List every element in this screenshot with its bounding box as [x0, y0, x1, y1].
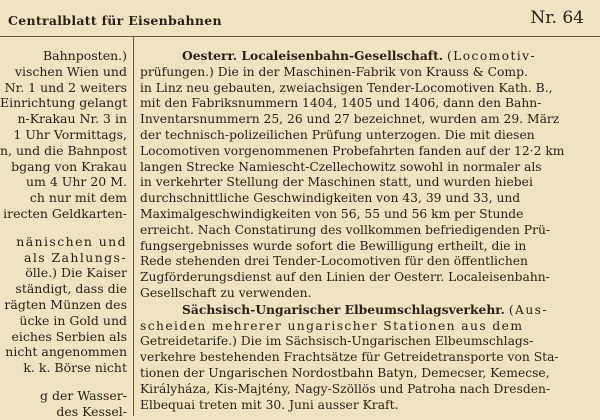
article-line: fungsergebnisses wurde sofort die Bewilligung ertheilt, die in	[140, 238, 527, 253]
left-line: k. k. Börse nicht	[23, 360, 127, 376]
article-first-line	[140, 48, 596, 65]
article-line: Getreidetarife.) Die im Sächsisch-Ungarischen Elbeumschlags-	[140, 334, 534, 349]
article-line: Zugförderungsdienst auf den Linien der Oesterr. Localeisenbahn-	[140, 270, 550, 285]
article-line: langen Strecke Namiescht-Czellechowitz sowohl in normaler als	[140, 159, 542, 174]
left-line: ständigt, dass die	[15, 281, 127, 297]
article-first-line	[140, 302, 596, 319]
article-elbe-transfer	[140, 302, 596, 414]
left-line: nänischen und	[16, 233, 127, 249]
left-line: bgang von Krakau	[11, 158, 127, 174]
article-line: durchschnittliche Geschwindigkeiten von 43, 39 und 33, und	[140, 191, 521, 206]
article-line: Locomotiven vorgenommenen Probefahrten fanden auf der 12·2 km	[140, 143, 565, 158]
left-line: vischen Wien und	[14, 63, 127, 79]
left-line: n, und die Bahnpost	[0, 142, 128, 158]
left-line: nicht angenommen	[5, 344, 127, 360]
article-line: scheiden mehrerer ungarischer Stationen aus dem	[140, 318, 524, 333]
left-line: Bahnposten.)	[42, 48, 127, 63]
article-line: Gesellschaft zu verwenden.	[140, 285, 312, 300]
left-line: Einrichtung gelangt	[0, 95, 128, 111]
left-line: um 4 Uhr 20 M.	[26, 174, 127, 190]
page-header	[0, 0, 600, 37]
left-line: ücke in Gold und	[19, 312, 127, 328]
article-line: mit den Fabriksnummern 1404, 1405 und 1406, dann den Bahn-	[140, 96, 542, 111]
left-column	[0, 48, 130, 420]
left-line: rägten Münzen des	[4, 296, 127, 312]
left-line: des Kessel-	[56, 403, 127, 419]
article-local-railway	[140, 48, 596, 302]
article-line: Elbequai treten mit 30. Juni ausser Kraft.	[140, 397, 399, 412]
article-line: in verkehrter Stellung der Maschinen statt, und wurden hiebei	[140, 175, 533, 190]
article-line: verkehre bestehenden Frachtsätze für Getreidetransporte von Sta-	[140, 350, 559, 365]
left-line: ölle.) Die Kaiser	[25, 265, 127, 281]
left-line: eiches Serbien als	[11, 328, 127, 344]
article-line: in Linz neu gebauten, zweiachsigen Tender-Locomotiven Kath. B.,	[140, 80, 553, 95]
left-line: als Zahlungs-	[24, 249, 127, 265]
article-heading: Oesterr. Localeisenbahn-Gesellschaft.	[182, 48, 444, 63]
article-line: der technisch-polizeilichen Prüfung unterzogen. Die mit diesen	[140, 127, 535, 142]
left-line: irecten Geldkarten-	[3, 205, 127, 221]
article-heading: Sächsisch-Ungarischer Elbeumschlagsverkehr.	[182, 301, 505, 317]
article-line: Maximalgeschwindigkeiten von 56, 55 und 56 km per Stunde	[140, 206, 524, 221]
left-line: Nr. 1 und 2 weiters	[4, 79, 127, 95]
journal-title: Centralblatt für Eisenbahnen	[8, 13, 222, 28]
left-block-2	[0, 234, 130, 376]
left-block-1	[0, 48, 130, 222]
article-line: Inventarsnummern 25, 26 und 27 bezeichnet, wurden am 29. März	[140, 112, 560, 127]
left-line: ch nur mit dem	[29, 190, 127, 206]
article-line: Királyháza, Kis-Majtény, Nagy-Szöllös und Patroha nach Dresden-	[140, 381, 551, 396]
article-line: prüfungen.) Die in der Maschinen-Fabrik von Krauss & Comp.	[140, 64, 528, 79]
right-column	[140, 48, 596, 413]
left-line: 1 Uhr Vormittags,	[13, 126, 127, 142]
article-lead: (Aus-	[508, 302, 548, 317]
article-line: erreicht. Nach Constatirung des vollkommen befriedigenden Prü-	[140, 222, 551, 237]
article-line: tionen der Ungarischen Nordostbahn Batyn, Demecser, Kemecse,	[140, 365, 550, 380]
article-lead: (Locomotiv-	[446, 49, 537, 63]
left-block-3	[0, 388, 130, 420]
issue-number: Nr. 64	[530, 8, 584, 28]
left-line: n-Krakau Nr. 3 in	[17, 111, 127, 127]
article-line: Rede stehenden drei Tender-Locomotiven für den öffentlichen	[140, 254, 528, 269]
column-divider	[133, 36, 134, 416]
left-line: g der Wasser-	[40, 387, 127, 403]
